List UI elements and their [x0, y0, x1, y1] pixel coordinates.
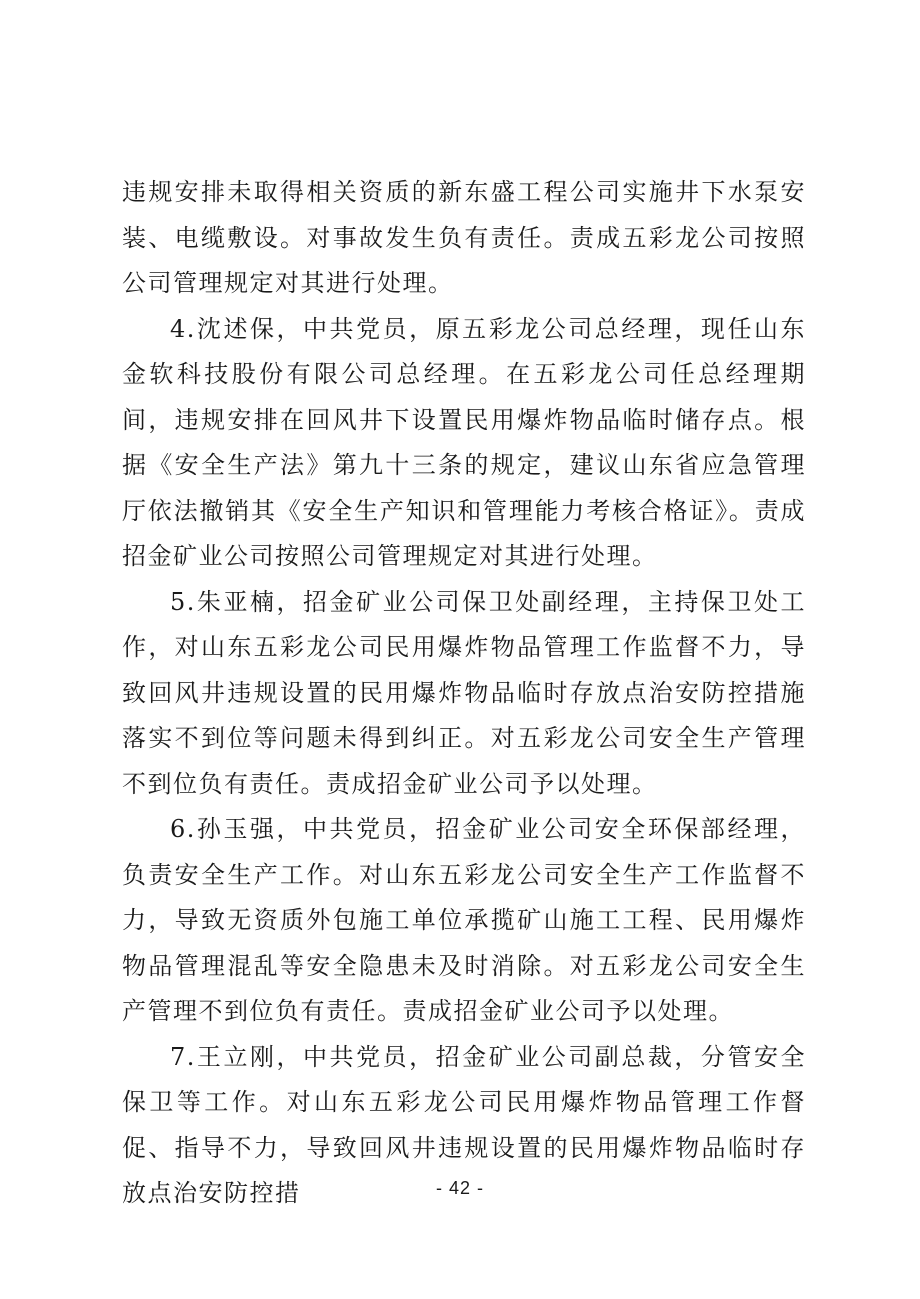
paragraph-item-4: 4.沈述保，中共党员，原五彩龙公司总经理，现任山东金软科技股份有限公司总经理。在五彩龙公司任总经理期间，违规安排在回风井下设置民用爆炸物品临时储存点。根据《安全生产法》第九十三条的规定，建议山东省应急管理厅依法撤销其《安全生产知识和管理能力考核合格证》。责成招金矿业公司按照公司管理规定对其进行处理。	[122, 314, 806, 570]
paragraph-item-7: 7.王立刚，中共党员，招金矿业公司副总裁，分管安全保卫等工作。对山东五彩龙公司民用爆炸物品管理工作督促、指导不力，导致回风井违规设置的民用爆炸物品临时存放点治安防控措	[122, 1042, 806, 1207]
page-number: - 42 -	[435, 1178, 484, 1198]
paragraph-item-5: 5.朱亚楠，招金矿业公司保卫处副经理，主持保卫处工作，对山东五彩龙公司民用爆炸物品管理工作监督不力，导致回风井违规设置的民用爆炸物品临时存放点治安防控措施落实不到位等问题未得到纠正。对五彩龙公司安全生产管理不到位负有责任。责成招金矿业公司予以处理。	[122, 587, 806, 798]
document-body	[122, 170, 806, 1217]
paragraph-continuation: 违规安排未取得相关资质的新东盛工程公司实施井下水泵安装、电缆敷设。对事故发生负有责任。责成五彩龙公司按照公司管理规定对其进行处理。	[122, 178, 806, 297]
paragraph-item-6: 6.孙玉强，中共党员，招金矿业公司安全环保部经理，负责安全生产工作。对山东五彩龙公司安全生产工作监督不力，导致无资质外包施工单位承揽矿山施工工程、民用爆炸物品管理混乱等安全隐患未及时消除。对五彩龙公司安全生产管理不到位负有责任。责成招金矿业公司予以处理。	[122, 815, 806, 1025]
